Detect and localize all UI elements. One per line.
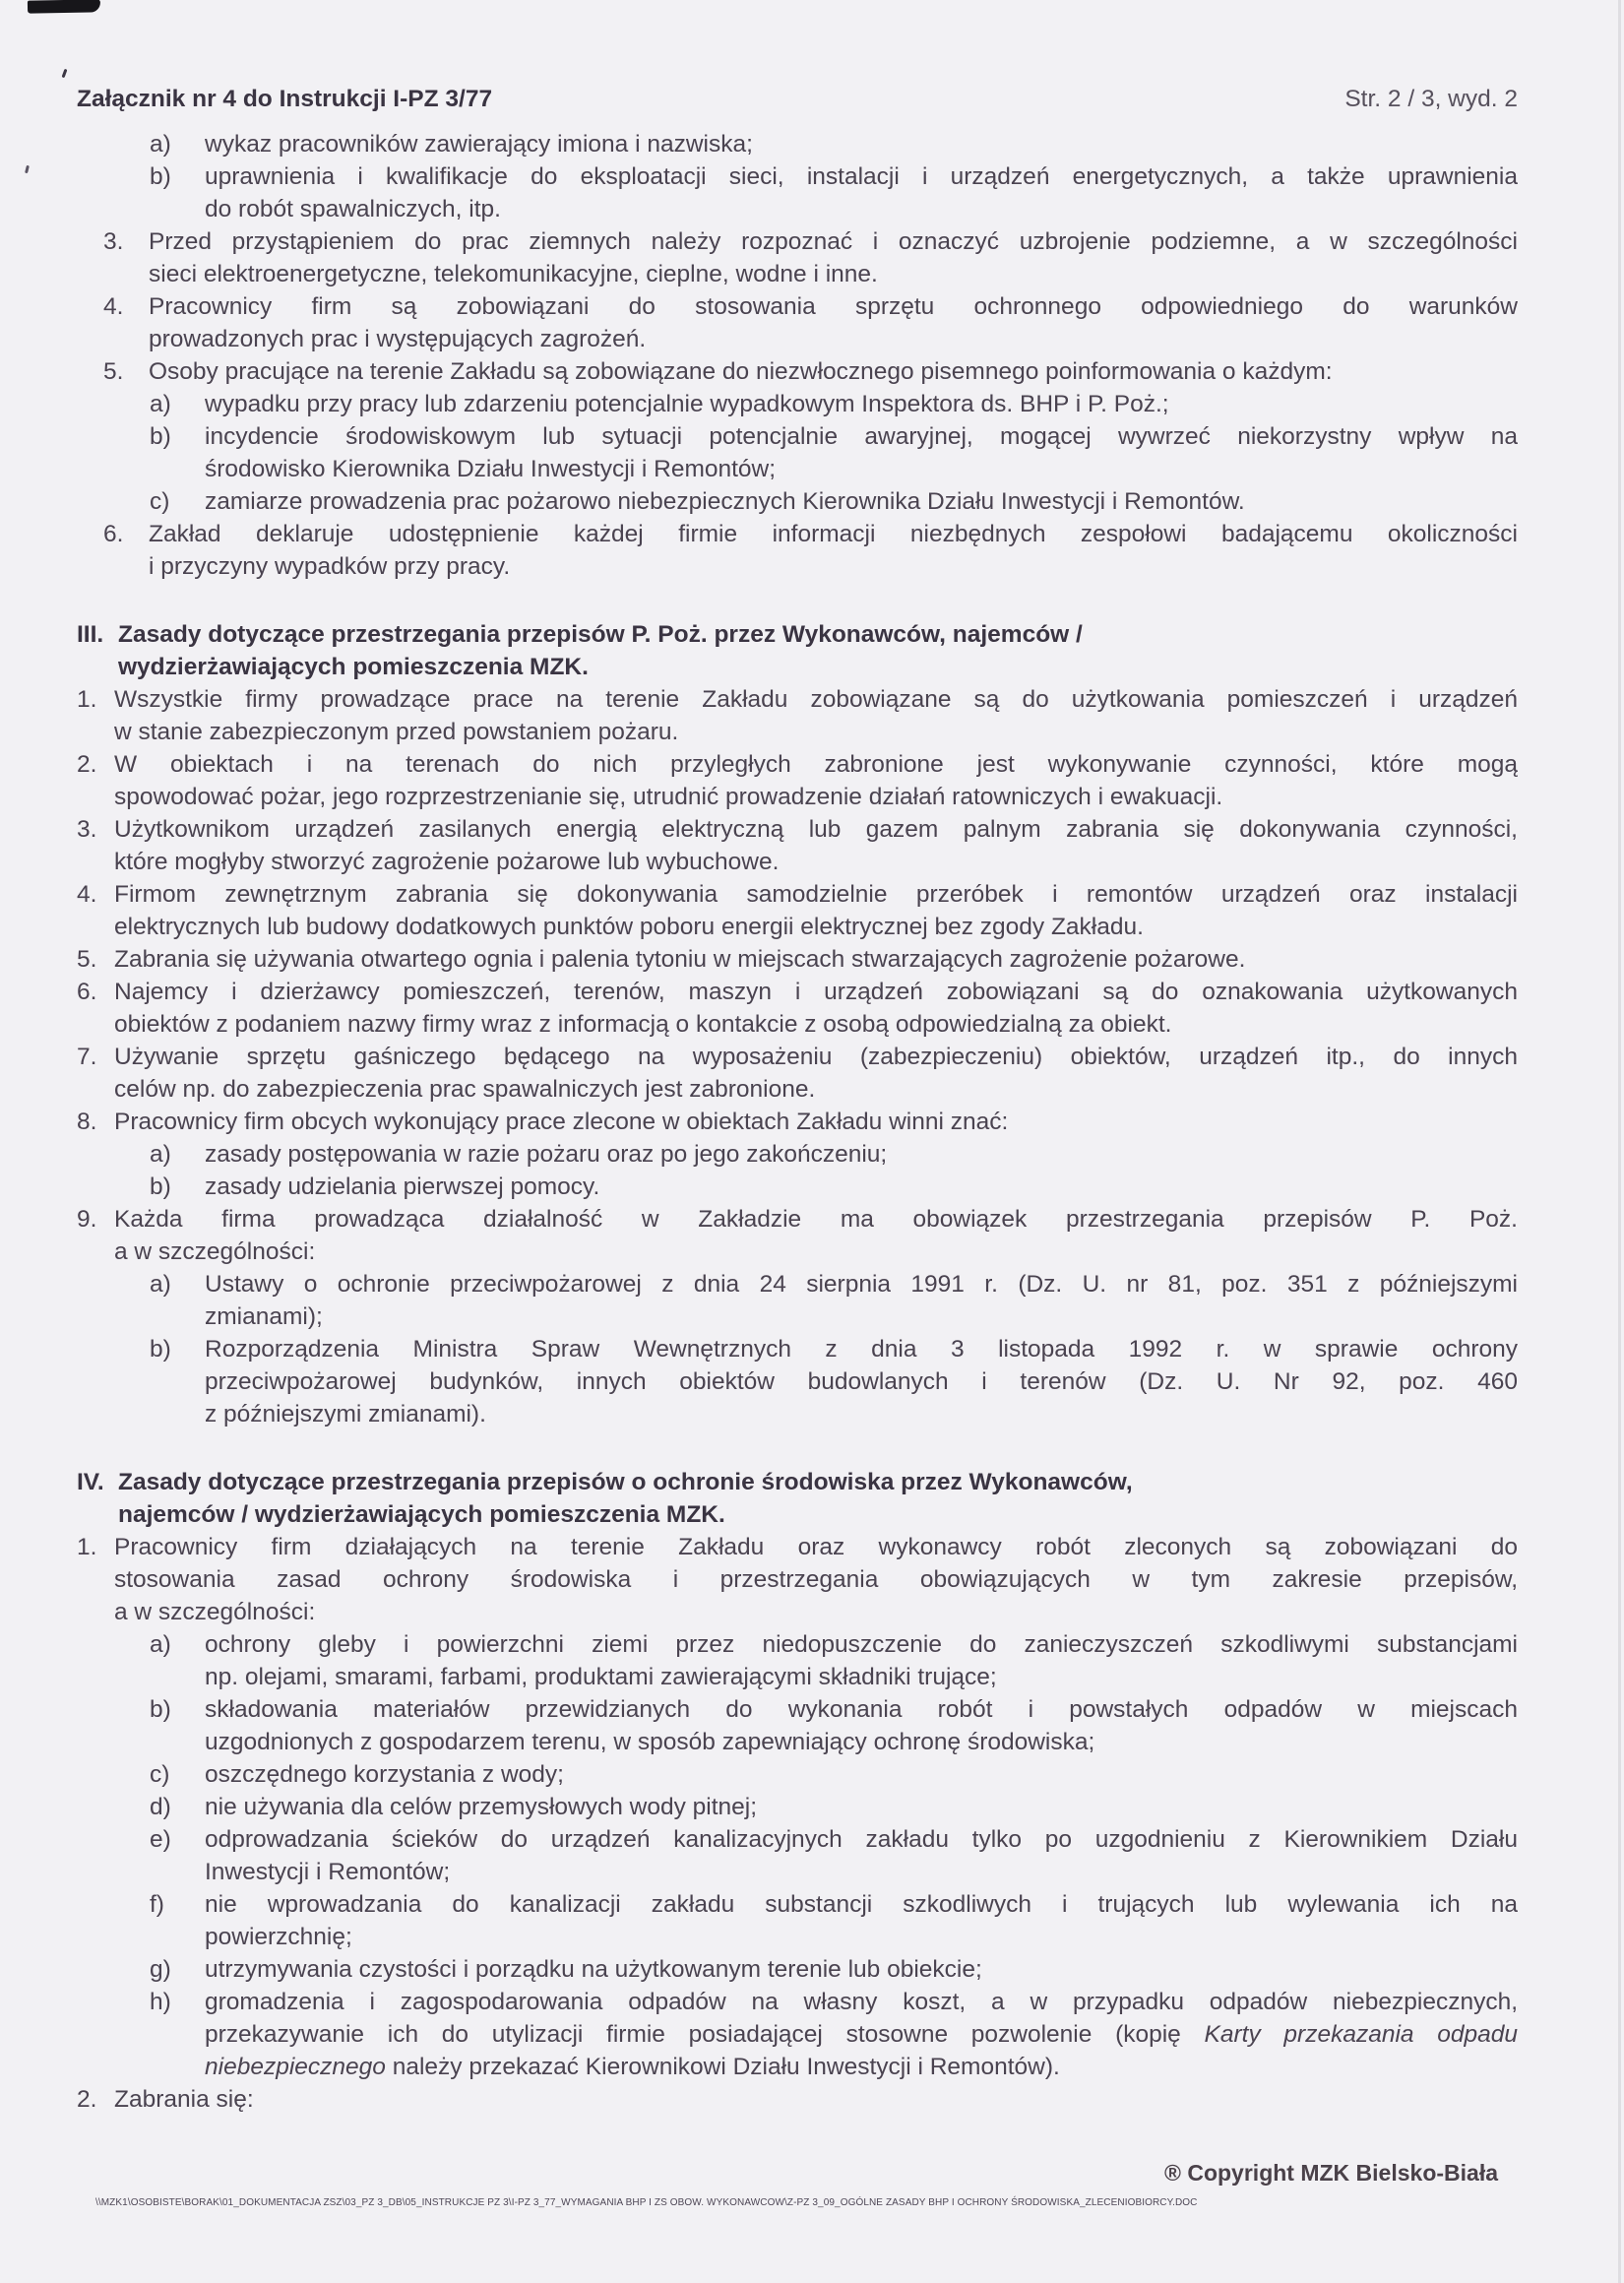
- page-header: [77, 83, 1518, 115]
- item-text: oszczędnego korzystania z wody;: [205, 1761, 564, 1788]
- item-label: h): [150, 1989, 171, 2015]
- item-text: zasady postępowania w razie pożaru oraz po jego zakończeniu;: [205, 1141, 888, 1168]
- item-text: incydencie środowiskowym lub sytuacji potencjalnie awaryjnej, mogącej wywrzeć niekorzystny wpływ na środowisko Kierownika Działu Inwestycji i Remontów;: [205, 423, 1518, 482]
- list-item: [150, 1171, 1518, 1203]
- file-path-footer: \\MZK1\OSOBISTE\BORAK\01_DOKUMENTACJA ZSZ\03_PZ 3_DB\05_INSTRUKCJE PZ 3\I-PZ 3_77_WYMAGANIA BHP I ZS OBOW. WYKONAWCOW\Z-PZ 3_09_OGÓLNE ZASADY BHP I OCHRONY ŚRODOWISKA_ZLECENIOBIORCY.DOC: [95, 2197, 1198, 2208]
- list-item: [150, 128, 1518, 160]
- item-label: f): [150, 1891, 164, 1918]
- list-item: [77, 1203, 1518, 1268]
- list-item: [103, 290, 1518, 355]
- item-text: wypadku przy pracy lub zdarzeniu potencjalnie wypadkowym Inspektora ds. BHP i P. Poż.;: [205, 391, 1169, 417]
- item-text: Używanie sprzętu gaśniczego będącego na wyposażeniu (zabezpieczeniu) obiektów, urządzeń itp., do innych celów np. do zabezpieczenia prac spawalniczych jest zabronione.: [114, 1044, 1518, 1103]
- list-item: [150, 388, 1518, 420]
- list-item: [150, 1758, 1518, 1791]
- item-label: a): [150, 131, 171, 158]
- item-text: zamiarze prowadzenia prac pożarowo niebezpiecznych Kierownika Działu Inwestycji i Remontów.: [205, 488, 1245, 515]
- list-item: [103, 518, 1518, 583]
- item-text: odprowadzania ścieków do urządzeń kanalizacyjnych zakładu tylko po uzgodnieniu z Kierownikiem Działu Inwestycji i Remontów;: [205, 1826, 1518, 1885]
- list-item: [77, 1531, 1518, 1628]
- list-item: [150, 420, 1518, 485]
- item-text: Zabrania się używania otwartego ognia i palenia tytoniu w miejscach stwarzających zagrożenie pożarowe.: [114, 946, 1246, 973]
- list-item: [150, 1138, 1518, 1171]
- italic-reference: Karty przekazania odpadu: [1204, 2021, 1518, 2048]
- item-text-line: przekazywanie ich do utylizacji firmie posiadającej stosowne pozwolenie (kopię Karty przekazania odpadu: [205, 2021, 1518, 2048]
- list-item: [150, 1333, 1518, 1430]
- list-item: [150, 1791, 1518, 1823]
- item-text: Przed przystąpieniem do prac ziemnych należy rozpoznać i oznaczyć uzbrojenie podziemne, a w szczególności sieci elektroenergetyczne, telekomunikacyjne, cieplne, wodne i inne.: [149, 228, 1518, 287]
- item-text: Pracownicy firm działających na terenie Zakładu oraz wykonawcy robót zleconych są zobowiązani do stosowania zasad ochrony środowiska i przestrzegania obowiązujących w tym zakresie przepisów, a w szczególności:: [114, 1534, 1518, 1625]
- item-text: nie używania dla celów przemysłowych wody pitnej;: [205, 1794, 758, 1820]
- item-text: [205, 1986, 1518, 2083]
- item-label: 3.: [103, 228, 124, 255]
- section-iv-heading: [77, 1466, 1518, 1531]
- item-text: wykaz pracowników zawierający imiona i nazwiska;: [205, 131, 753, 158]
- page-number: Str. 2 / 3, wyd. 2: [1344, 86, 1518, 112]
- item-text: Osoby pracujące na terenie Zakładu są zobowiązane do niezwłocznego pisemnego poinformowania o każdym:: [149, 358, 1333, 385]
- scan-edge-shadow: [1618, 0, 1621, 2283]
- item-label: a): [150, 1631, 171, 1658]
- item-label: 1.: [77, 686, 97, 713]
- item-text: Pracownicy firm obcych wykonujący prace zlecone w obiektach Zakładu winni znać:: [114, 1109, 1009, 1135]
- section-number: III.: [77, 621, 104, 648]
- item-label: 4.: [77, 881, 97, 908]
- list-item: [150, 1823, 1518, 1888]
- section-number: IV.: [77, 1469, 104, 1495]
- list-item: [77, 1106, 1518, 1138]
- item-text-line: niebezpiecznego należy przekazać Kierownikowi Działu Inwestycji i Remontów).: [205, 2054, 1060, 2080]
- item-label: 3.: [77, 816, 97, 843]
- list-item: [150, 160, 1518, 225]
- item-text: uprawnienia i kwalifikacje do eksploatacji sieci, instalacji i urządzeń energetycznych, a także uprawnienia do robót spawalniczych, itp.: [205, 163, 1518, 222]
- item-text: Wszystkie firmy prowadzące prace na terenie Zakładu zobowiązane są do użytkowania pomieszczeń i urządzeń w stanie zabezpieczonym przed powstaniem pożaru.: [114, 686, 1518, 745]
- item-text: utrzymywania czystości i porządku na użytkowanym terenie lub obiekcie;: [205, 1956, 982, 1983]
- list-item: [77, 2083, 1518, 2116]
- item-text: nie wprowadzania do kanalizacji zakładu substancji szkodliwych i trujących lub wylewania ich na powierzchnię;: [205, 1891, 1518, 1950]
- item-text: Każda firma prowadząca działalność w Zakładzie ma obowiązek przestrzegania przepisów P. Poż. a w szczególności:: [114, 1206, 1518, 1265]
- item-text: Firmom zewnętrznym zabrania się dokonywania samodzielnie przeróbek i remontów urządzeń oraz instalacji elektrycznych lub budowy dodatkowych punktów poboru energii elektrycznej bez zgody Zakładu.: [114, 881, 1518, 940]
- item-text: zasady udzielania pierwszej pomocy.: [205, 1173, 600, 1200]
- list-item: [150, 1953, 1518, 1986]
- item-label: a): [150, 1271, 171, 1298]
- list-item: [150, 1986, 1518, 2083]
- item-label: c): [150, 1761, 170, 1788]
- item-text: ochrony gleby i powierzchni ziemi przez niedopuszczenie do zanieczyszczeń szkodliwymi substancjami np. olejami, smarami, farbami, produktami zawierającymi składniki trujące;: [205, 1631, 1518, 1690]
- item-text: Zabrania się:: [114, 2086, 254, 2113]
- item-text: Użytkownikom urządzeń zasilanych energią elektryczną lub gazem palnym zabrania się dokonywania czynności, które mogłyby stworzyć zagrożenie pożarowe lub wybuchowe.: [114, 816, 1518, 875]
- section-iii-heading: [77, 618, 1518, 683]
- section-title: Zasady dotyczące przestrzegania przepisów P. Poż. przez Wykonawców, najemców / wydzierżawiających pomieszczenia MZK.: [118, 621, 1083, 680]
- item-text: Pracownicy firm są zobowiązani do stosowania sprzętu ochronnego odpowiedniego do warunków prowadzonych prac i występujących zagrożeń.: [149, 293, 1518, 352]
- list-item: [77, 878, 1518, 943]
- attachment-title: Załącznik nr 4 do Instrukcji I-PZ 3/77: [77, 86, 493, 112]
- item-label: b): [150, 1696, 171, 1723]
- list-item: [150, 1888, 1518, 1953]
- item-label: a): [150, 391, 171, 417]
- item-text: Najemcy i dzierżawcy pomieszczeń, terenów, maszyn i urządzeń zobowiązani są do oznakowania użytkowanych obiektów z podaniem nazwy firmy wraz z informacją o kontakcie z osobą odpowiedzialną za obiekt.: [114, 979, 1518, 1038]
- item-text: Ustawy o ochronie przeciwpożarowej z dnia 24 sierpnia 1991 r. (Dz. U. nr 81, poz. 351 z późniejszymi zmianami);: [205, 1271, 1518, 1330]
- item-label: 8.: [77, 1109, 97, 1135]
- italic-reference: niebezpiecznego: [205, 2054, 386, 2080]
- section-title: Zasady dotyczące przestrzegania przepisów o ochronie środowiska przez Wykonawców, najemców / wydzierżawiających pomieszczenia MZK.: [118, 1469, 1133, 1528]
- item-text: Rozporządzenia Ministra Spraw Wewnętrznych z dnia 3 listopada 1992 r. w sprawie ochrony przeciwpożarowej budynków, innych obiektów budowlanych i terenów (Dz. U. Nr 92, poz. 460 z późniejszymi zmianami).: [205, 1336, 1518, 1427]
- item-label: 6.: [77, 979, 97, 1005]
- item-label: 9.: [77, 1206, 97, 1233]
- list-item: [150, 1628, 1518, 1693]
- item-label: 4.: [103, 293, 124, 320]
- item-label: 2.: [77, 751, 97, 778]
- list-item: [77, 683, 1518, 748]
- list-item: [150, 1268, 1518, 1333]
- item-text: W obiektach i na terenach do nich przyległych zabronione jest wykonywanie czynności, które mogą spowodować pożar, jego rozprzestrzenianie się, utrudnić prowadzenie działań ratowniczych i ewakuacji.: [114, 751, 1518, 810]
- item-label: a): [150, 1141, 171, 1168]
- item-label: 7.: [77, 1044, 97, 1070]
- list-item: [150, 485, 1518, 518]
- copyright-notice: ® Copyright MZK Bielsko-Biała: [1164, 2160, 1498, 2186]
- item-label: 5.: [103, 358, 124, 385]
- list-item: [77, 813, 1518, 878]
- list-item: [103, 225, 1518, 290]
- item-label: b): [150, 1173, 171, 1200]
- scan-artifact-top-left: [28, 0, 100, 14]
- item-label: g): [150, 1956, 171, 1983]
- item-label: d): [150, 1794, 171, 1820]
- list-item: [77, 943, 1518, 976]
- item-label: 1.: [77, 1534, 97, 1560]
- list-item: [77, 748, 1518, 813]
- item-label: 5.: [77, 946, 97, 973]
- item-label: b): [150, 163, 171, 190]
- item-label: c): [150, 488, 170, 515]
- item-label: 6.: [103, 521, 124, 547]
- list-item: [150, 1693, 1518, 1758]
- list-item: [77, 1041, 1518, 1106]
- item-label: 2.: [77, 2086, 97, 2113]
- item-label: e): [150, 1826, 171, 1853]
- item-label: b): [150, 423, 171, 450]
- item-text: Zakład deklaruje udostępnienie każdej firmie informacji niezbędnych zespołowi badającemu okoliczności i przyczyny wypadków przy pracy.: [149, 521, 1518, 580]
- item-text: składowania materiałów przewidzianych do wykonania robót i powstałych odpadów w miejscach uzgodnionych z gospodarzem terenu, w sposób zapewniający ochronę środowiska;: [205, 1696, 1518, 1755]
- list-item: [77, 976, 1518, 1041]
- item-label: b): [150, 1336, 171, 1363]
- list-item: [103, 355, 1518, 388]
- item-text-line: gromadzenia i zagospodarowania odpadów na własny koszt, a w przypadku odpadów niebezpiecznych,: [205, 1989, 1518, 2015]
